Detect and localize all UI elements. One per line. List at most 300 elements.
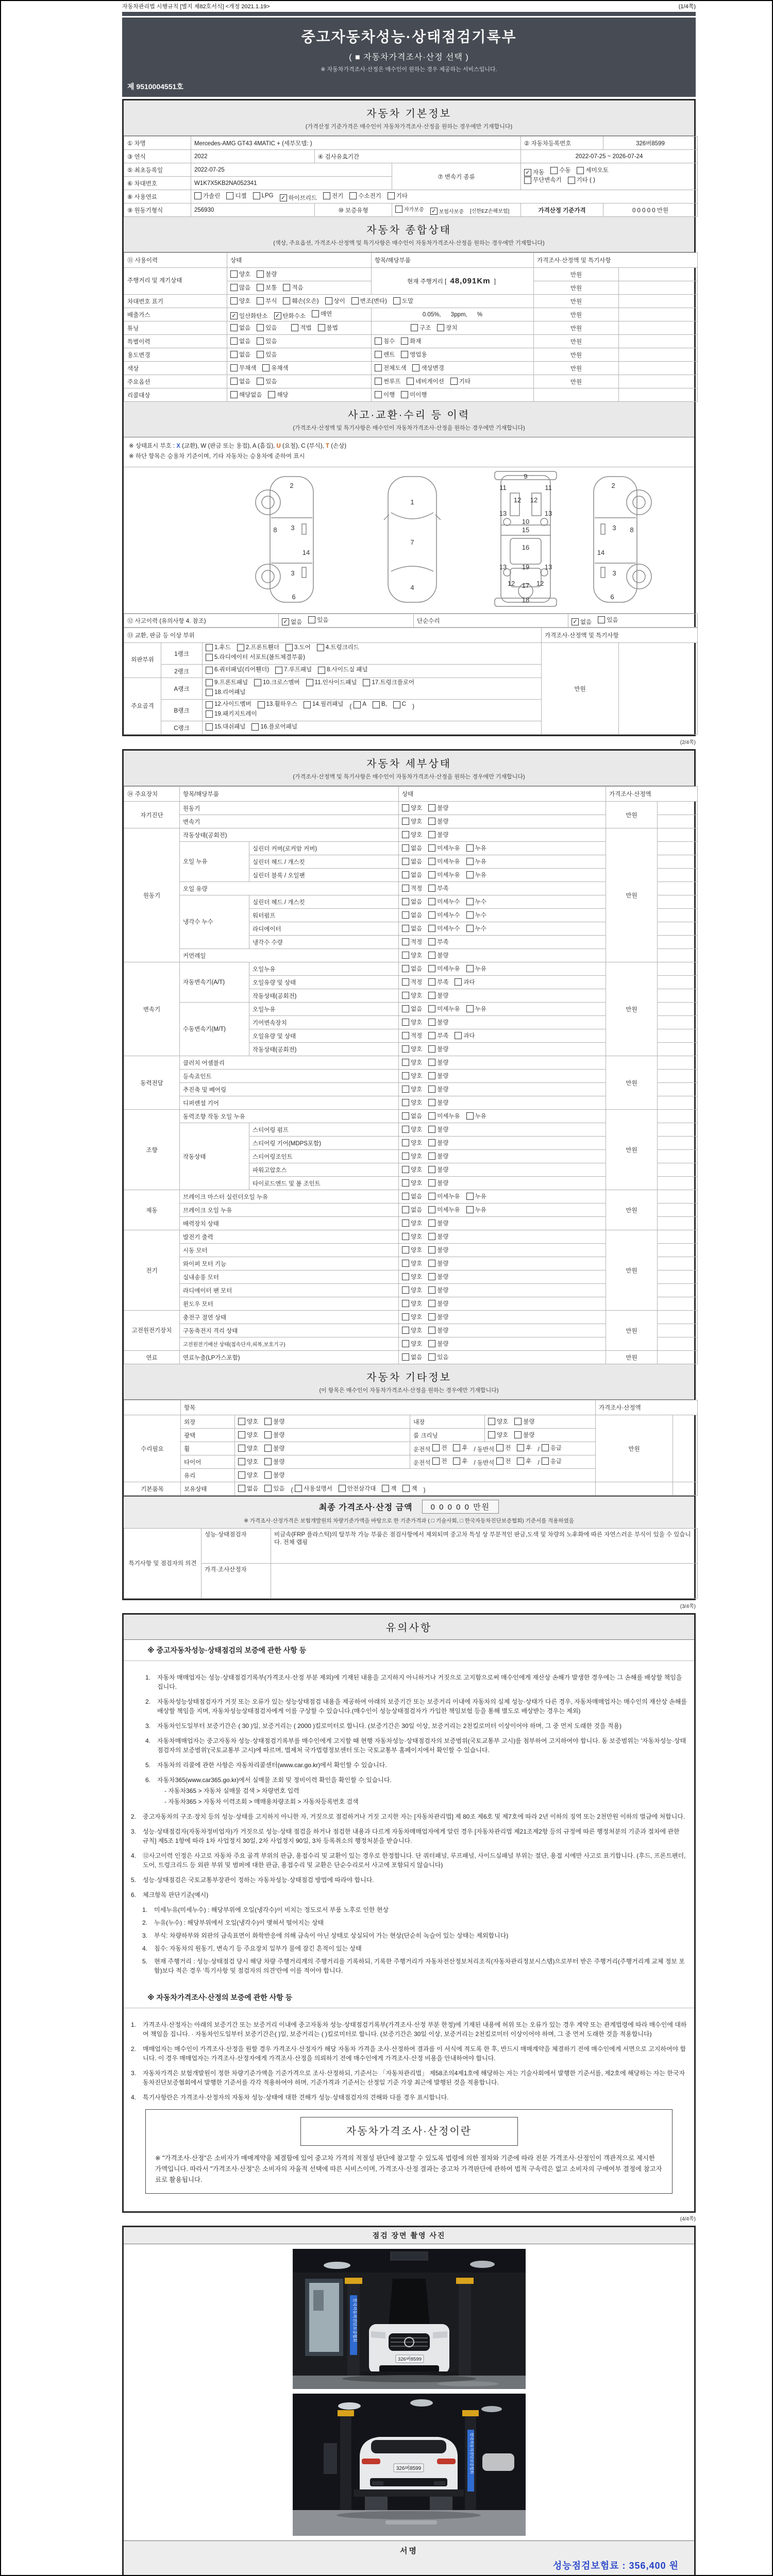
checkbox-option[interactable] bbox=[428, 1313, 448, 1321]
checkbox-option[interactable] bbox=[428, 897, 460, 906]
checkbox[interactable] bbox=[428, 844, 435, 852]
checkbox[interactable] bbox=[428, 1099, 435, 1106]
checkbox[interactable] bbox=[230, 284, 238, 291]
checkbox-option[interactable] bbox=[402, 1179, 422, 1187]
checkbox-option[interactable] bbox=[402, 831, 422, 839]
checkbox-option[interactable] bbox=[402, 1005, 422, 1013]
checkbox[interactable] bbox=[351, 297, 359, 304]
checkbox-option[interactable] bbox=[428, 871, 460, 879]
checkbox[interactable] bbox=[402, 1153, 409, 1160]
checkbox[interactable] bbox=[402, 1126, 409, 1133]
checkbox-option[interactable] bbox=[402, 1192, 422, 1200]
checkbox-option[interactable] bbox=[402, 1085, 422, 1093]
checkbox[interactable] bbox=[428, 1139, 435, 1146]
checkbox-option[interactable] bbox=[437, 324, 457, 332]
checkbox[interactable] bbox=[402, 831, 409, 838]
checkbox[interactable] bbox=[542, 1458, 549, 1465]
checkbox[interactable] bbox=[428, 938, 435, 945]
checkbox-option[interactable] bbox=[402, 1031, 422, 1040]
checkbox-option[interactable] bbox=[238, 1431, 258, 1439]
checkbox-option[interactable] bbox=[274, 312, 306, 320]
checkbox-option[interactable] bbox=[407, 377, 444, 385]
checkbox[interactable] bbox=[206, 710, 213, 718]
checkbox-option[interactable] bbox=[402, 1219, 422, 1227]
checkbox-option[interactable] bbox=[402, 1165, 422, 1174]
checkbox[interactable] bbox=[339, 1485, 346, 1492]
checkbox[interactable] bbox=[517, 1458, 524, 1465]
checkbox-option[interactable] bbox=[402, 804, 422, 812]
checkbox[interactable] bbox=[455, 978, 462, 986]
checkbox[interactable] bbox=[437, 324, 444, 331]
checkbox-option[interactable] bbox=[312, 310, 332, 318]
checkbox-option[interactable] bbox=[428, 1152, 448, 1160]
checkbox[interactable] bbox=[237, 644, 244, 651]
checkbox-option[interactable] bbox=[402, 978, 422, 986]
checkbox[interactable] bbox=[402, 1032, 409, 1039]
checkbox-option[interactable] bbox=[430, 207, 464, 215]
checkbox-option[interactable] bbox=[432, 1444, 447, 1452]
checkbox-option[interactable] bbox=[238, 1471, 258, 1479]
checkbox[interactable] bbox=[257, 284, 264, 291]
checkbox[interactable] bbox=[194, 192, 201, 199]
checkbox[interactable] bbox=[407, 378, 414, 385]
checkbox[interactable] bbox=[238, 1471, 245, 1479]
checkbox[interactable] bbox=[488, 1431, 495, 1438]
checkbox[interactable] bbox=[428, 1086, 435, 1093]
checkbox-option[interactable] bbox=[264, 1431, 284, 1439]
checkbox-option[interactable] bbox=[428, 817, 448, 825]
checkbox-option[interactable] bbox=[318, 324, 338, 332]
checkbox-option[interactable] bbox=[402, 844, 422, 852]
checkbox[interactable] bbox=[312, 310, 319, 317]
checkbox[interactable] bbox=[323, 192, 330, 199]
checkbox[interactable] bbox=[257, 337, 264, 345]
checkbox-option[interactable] bbox=[264, 1458, 284, 1466]
checkbox[interactable] bbox=[428, 911, 435, 919]
checkbox-option[interactable] bbox=[206, 723, 245, 731]
checkbox[interactable] bbox=[402, 1206, 409, 1213]
checkbox[interactable] bbox=[428, 925, 435, 932]
checkbox-option[interactable] bbox=[411, 324, 431, 332]
checkbox-option[interactable] bbox=[524, 177, 562, 184]
checkbox[interactable] bbox=[375, 337, 382, 345]
checkbox[interactable] bbox=[466, 871, 474, 878]
checkbox-option[interactable] bbox=[402, 1058, 422, 1066]
checkbox-option[interactable] bbox=[453, 1457, 467, 1465]
checkbox-option[interactable] bbox=[402, 1206, 422, 1214]
checkbox-option[interactable] bbox=[226, 192, 246, 200]
checkbox[interactable] bbox=[402, 844, 409, 852]
checkbox-option[interactable] bbox=[402, 1045, 422, 1053]
checkbox[interactable] bbox=[402, 804, 409, 811]
checkbox-option[interactable] bbox=[428, 1125, 448, 1133]
checkbox[interactable] bbox=[402, 1340, 409, 1347]
checkbox-option[interactable] bbox=[257, 283, 277, 292]
checkbox-option[interactable] bbox=[428, 884, 448, 892]
checkbox[interactable] bbox=[466, 1005, 474, 1012]
checkbox-option[interactable] bbox=[402, 938, 422, 946]
checkbox-option[interactable] bbox=[428, 1326, 448, 1334]
checkbox-option[interactable] bbox=[402, 1353, 422, 1361]
checkbox-option[interactable] bbox=[230, 312, 268, 320]
checkbox-option[interactable] bbox=[466, 924, 486, 933]
checkbox[interactable] bbox=[402, 1327, 409, 1334]
checkbox[interactable] bbox=[432, 1444, 440, 1451]
checkbox[interactable] bbox=[402, 1179, 409, 1187]
checkbox-option[interactable] bbox=[339, 1484, 376, 1493]
checkbox[interactable] bbox=[254, 679, 261, 686]
checkbox[interactable] bbox=[402, 1005, 409, 1012]
checkbox[interactable] bbox=[428, 818, 435, 825]
checkbox[interactable] bbox=[393, 701, 400, 708]
checkbox[interactable] bbox=[428, 1300, 435, 1307]
checkbox[interactable] bbox=[402, 952, 409, 959]
checkbox[interactable] bbox=[373, 701, 380, 708]
checkbox-option[interactable] bbox=[238, 1444, 258, 1452]
checkbox[interactable] bbox=[230, 351, 238, 358]
checkbox[interactable] bbox=[230, 378, 238, 385]
checkbox[interactable] bbox=[517, 1444, 524, 1451]
checkbox-option[interactable] bbox=[542, 1444, 562, 1452]
checkbox[interactable] bbox=[428, 1273, 435, 1280]
checkbox-option[interactable] bbox=[254, 679, 300, 686]
checkbox-option[interactable] bbox=[257, 350, 277, 359]
checkbox[interactable]: ✓ bbox=[524, 169, 531, 176]
checkbox[interactable] bbox=[402, 1485, 410, 1492]
checkbox-option[interactable] bbox=[230, 270, 250, 278]
checkbox[interactable] bbox=[257, 270, 264, 278]
checkbox[interactable] bbox=[428, 1126, 435, 1133]
checkbox-option[interactable] bbox=[402, 1326, 422, 1334]
checkbox[interactable] bbox=[466, 1112, 474, 1120]
checkbox[interactable] bbox=[402, 1166, 409, 1173]
checkbox-option[interactable] bbox=[257, 297, 277, 305]
checkbox[interactable] bbox=[238, 1458, 245, 1465]
checkbox-option[interactable] bbox=[230, 364, 256, 372]
checkbox-option[interactable] bbox=[466, 844, 486, 852]
checkbox[interactable] bbox=[466, 1206, 474, 1213]
checkbox-option[interactable] bbox=[402, 1232, 422, 1241]
checkbox[interactable] bbox=[402, 911, 409, 919]
checkbox[interactable] bbox=[402, 1300, 409, 1307]
checkbox[interactable] bbox=[455, 1032, 462, 1039]
checkbox[interactable] bbox=[428, 885, 435, 892]
checkbox-option[interactable] bbox=[268, 391, 288, 399]
checkbox[interactable] bbox=[428, 1166, 435, 1173]
checkbox[interactable] bbox=[402, 1059, 409, 1066]
checkbox-option[interactable] bbox=[402, 1313, 422, 1321]
checkbox[interactable] bbox=[428, 1153, 435, 1160]
checkbox[interactable] bbox=[264, 1445, 272, 1452]
checkbox-option[interactable] bbox=[262, 364, 288, 372]
checkbox-option[interactable] bbox=[466, 1112, 486, 1120]
checkbox-option[interactable] bbox=[466, 897, 486, 906]
checkbox-option[interactable] bbox=[402, 1125, 422, 1133]
checkbox[interactable] bbox=[402, 1246, 409, 1253]
checkbox-option[interactable] bbox=[432, 1457, 447, 1465]
checkbox[interactable] bbox=[401, 337, 408, 345]
checkbox[interactable] bbox=[283, 284, 290, 291]
checkbox-option[interactable] bbox=[450, 377, 470, 385]
checkbox[interactable] bbox=[411, 324, 418, 331]
checkbox[interactable] bbox=[428, 1246, 435, 1253]
checkbox-option[interactable] bbox=[402, 1139, 422, 1147]
checkbox-option[interactable] bbox=[428, 951, 448, 959]
checkbox[interactable] bbox=[206, 654, 213, 661]
checkbox-option[interactable] bbox=[488, 1417, 508, 1426]
checkbox-option[interactable] bbox=[317, 644, 359, 651]
checkbox-option[interactable] bbox=[402, 911, 422, 919]
checkbox[interactable] bbox=[275, 667, 282, 674]
checkbox-option[interactable] bbox=[568, 177, 595, 184]
checkbox[interactable] bbox=[306, 679, 313, 686]
checkbox-option[interactable] bbox=[572, 618, 592, 626]
checkbox-option[interactable] bbox=[428, 1072, 448, 1080]
checkbox[interactable] bbox=[428, 871, 435, 878]
checkbox[interactable] bbox=[317, 644, 324, 651]
checkbox-option[interactable] bbox=[258, 701, 297, 708]
checkbox[interactable] bbox=[257, 351, 264, 358]
checkbox[interactable] bbox=[428, 1206, 435, 1213]
checkbox-option[interactable] bbox=[382, 1484, 396, 1493]
checkbox-option[interactable] bbox=[402, 1259, 422, 1267]
checkbox[interactable] bbox=[428, 1005, 435, 1012]
checkbox[interactable] bbox=[325, 297, 332, 304]
checkbox-option[interactable] bbox=[206, 710, 257, 718]
checkbox-option[interactable] bbox=[428, 1246, 448, 1254]
checkbox[interactable] bbox=[230, 391, 238, 398]
checkbox[interactable] bbox=[264, 1431, 272, 1438]
checkbox-option[interactable] bbox=[514, 1431, 534, 1439]
checkbox[interactable] bbox=[375, 364, 382, 371]
checkbox-option[interactable] bbox=[264, 1484, 284, 1493]
checkbox-option[interactable] bbox=[194, 192, 220, 200]
checkbox[interactable] bbox=[253, 192, 260, 199]
checkbox[interactable] bbox=[375, 351, 382, 358]
checkbox[interactable] bbox=[258, 701, 265, 708]
checkbox[interactable] bbox=[428, 1219, 435, 1227]
checkbox[interactable] bbox=[453, 1458, 460, 1465]
checkbox-option[interactable] bbox=[275, 666, 312, 673]
checkbox[interactable] bbox=[524, 177, 531, 184]
checkbox[interactable] bbox=[428, 1072, 435, 1079]
checkbox-option[interactable] bbox=[402, 857, 422, 866]
checkbox[interactable] bbox=[466, 1193, 474, 1200]
checkbox[interactable] bbox=[412, 364, 419, 371]
checkbox-option[interactable] bbox=[283, 283, 303, 292]
checkbox-option[interactable] bbox=[428, 1353, 448, 1361]
checkbox[interactable] bbox=[428, 1327, 435, 1334]
checkbox-option[interactable] bbox=[318, 666, 367, 673]
checkbox-option[interactable] bbox=[428, 924, 460, 933]
checkbox-option[interactable] bbox=[308, 616, 328, 624]
checkbox-option[interactable] bbox=[402, 951, 422, 959]
checkbox[interactable] bbox=[466, 844, 474, 852]
checkbox-option[interactable] bbox=[428, 1299, 448, 1308]
checkbox[interactable] bbox=[349, 192, 357, 199]
checkbox-option[interactable] bbox=[373, 701, 387, 708]
checkbox[interactable] bbox=[206, 701, 213, 708]
checkbox[interactable] bbox=[257, 324, 264, 331]
checkbox-option[interactable] bbox=[428, 1018, 448, 1026]
checkbox-option[interactable] bbox=[230, 324, 250, 332]
checkbox[interactable] bbox=[230, 324, 238, 331]
checkbox[interactable] bbox=[264, 1458, 272, 1465]
checkbox[interactable] bbox=[206, 644, 213, 651]
checkbox-option[interactable] bbox=[306, 679, 357, 686]
checkbox-option[interactable] bbox=[230, 297, 250, 305]
checkbox-option[interactable] bbox=[257, 377, 277, 385]
checkbox-option[interactable] bbox=[402, 1484, 417, 1493]
checkbox[interactable] bbox=[264, 1418, 272, 1425]
checkbox[interactable] bbox=[432, 1458, 440, 1465]
checkbox-option[interactable] bbox=[395, 205, 424, 213]
checkbox[interactable] bbox=[308, 616, 315, 623]
checkbox[interactable] bbox=[257, 297, 264, 304]
checkbox-option[interactable] bbox=[283, 297, 318, 305]
checkbox[interactable] bbox=[401, 351, 408, 358]
checkbox-option[interactable] bbox=[412, 364, 444, 372]
checkbox[interactable] bbox=[401, 391, 408, 398]
checkbox[interactable]: ✓ bbox=[280, 194, 287, 201]
checkbox-option[interactable] bbox=[428, 1340, 448, 1348]
checkbox[interactable] bbox=[428, 978, 435, 986]
checkbox-option[interactable] bbox=[230, 350, 250, 359]
checkbox-option[interactable] bbox=[401, 391, 427, 399]
checkbox-option[interactable] bbox=[257, 324, 277, 332]
checkbox-option[interactable] bbox=[466, 1192, 486, 1200]
checkbox[interactable] bbox=[428, 992, 435, 999]
checkbox[interactable] bbox=[550, 167, 558, 174]
checkbox-option[interactable] bbox=[238, 1417, 258, 1426]
checkbox[interactable] bbox=[514, 1418, 522, 1425]
checkbox[interactable] bbox=[393, 297, 400, 304]
checkbox-option[interactable] bbox=[354, 701, 366, 708]
checkbox-option[interactable] bbox=[517, 1457, 531, 1465]
checkbox-option[interactable] bbox=[402, 1340, 422, 1348]
checkbox-option[interactable] bbox=[514, 1417, 534, 1426]
checkbox-option[interactable] bbox=[402, 1072, 422, 1080]
checkbox-option[interactable] bbox=[401, 350, 427, 359]
checkbox[interactable] bbox=[428, 1313, 435, 1320]
checkbox[interactable] bbox=[206, 689, 213, 696]
checkbox[interactable] bbox=[318, 324, 325, 331]
checkbox[interactable] bbox=[206, 723, 213, 731]
checkbox[interactable] bbox=[598, 616, 605, 623]
checkbox-option[interactable] bbox=[428, 1031, 448, 1040]
checkbox[interactable] bbox=[453, 1444, 460, 1451]
checkbox[interactable] bbox=[428, 804, 435, 811]
checkbox[interactable] bbox=[428, 965, 435, 972]
checkbox-option[interactable] bbox=[428, 1165, 448, 1174]
checkbox-option[interactable] bbox=[402, 1152, 422, 1160]
checkbox-option[interactable] bbox=[466, 1005, 486, 1013]
checkbox-option[interactable] bbox=[375, 364, 406, 372]
checkbox-option[interactable] bbox=[238, 1458, 258, 1466]
checkbox-option[interactable] bbox=[304, 701, 343, 708]
checkbox[interactable] bbox=[264, 1471, 272, 1479]
checkbox-option[interactable] bbox=[428, 938, 448, 946]
checkbox[interactable] bbox=[402, 1112, 409, 1120]
checkbox-option[interactable] bbox=[264, 1471, 284, 1479]
checkbox-option[interactable] bbox=[251, 723, 297, 731]
checkbox[interactable] bbox=[230, 364, 238, 371]
checkbox[interactable] bbox=[375, 378, 382, 385]
checkbox[interactable] bbox=[428, 1112, 435, 1120]
checkbox[interactable] bbox=[230, 337, 238, 345]
checkbox[interactable] bbox=[428, 1019, 435, 1026]
checkbox-option[interactable] bbox=[363, 679, 414, 686]
checkbox[interactable] bbox=[402, 885, 409, 892]
checkbox-option[interactable] bbox=[402, 1299, 422, 1308]
checkbox-option[interactable] bbox=[428, 1232, 448, 1241]
checkbox-option[interactable] bbox=[402, 964, 422, 973]
checkbox-option[interactable] bbox=[428, 1273, 448, 1281]
checkbox[interactable] bbox=[268, 391, 275, 398]
checkbox-option[interactable] bbox=[402, 924, 422, 933]
checkbox[interactable] bbox=[264, 1485, 272, 1492]
checkbox[interactable] bbox=[402, 898, 409, 905]
checkbox-option[interactable] bbox=[466, 964, 486, 973]
checkbox-option[interactable] bbox=[402, 1098, 422, 1107]
checkbox[interactable] bbox=[402, 1273, 409, 1280]
checkbox[interactable] bbox=[363, 679, 370, 686]
checkbox-option[interactable] bbox=[428, 1286, 448, 1294]
checkbox-option[interactable] bbox=[428, 1139, 448, 1147]
checkbox-option[interactable] bbox=[237, 644, 279, 651]
checkbox-option[interactable] bbox=[428, 1045, 448, 1053]
checkbox[interactable] bbox=[402, 925, 409, 932]
checkbox-option[interactable] bbox=[428, 1085, 448, 1093]
checkbox[interactable] bbox=[402, 1313, 409, 1320]
checkbox[interactable] bbox=[428, 1193, 435, 1200]
checkbox-option[interactable] bbox=[453, 1444, 467, 1452]
checkbox-option[interactable] bbox=[428, 1112, 460, 1120]
checkbox[interactable] bbox=[395, 206, 402, 213]
checkbox-option[interactable] bbox=[253, 192, 274, 199]
checkbox[interactable] bbox=[206, 667, 213, 674]
checkbox-option[interactable] bbox=[402, 884, 422, 892]
checkbox[interactable] bbox=[428, 952, 435, 959]
checkbox[interactable] bbox=[238, 1485, 245, 1492]
checkbox-option[interactable] bbox=[230, 283, 250, 292]
checkbox[interactable] bbox=[402, 1019, 409, 1026]
checkbox[interactable] bbox=[428, 831, 435, 838]
checkbox-option[interactable] bbox=[291, 324, 311, 332]
checkbox[interactable] bbox=[450, 378, 458, 385]
checkbox-option[interactable] bbox=[393, 701, 406, 708]
checkbox[interactable] bbox=[238, 1418, 245, 1425]
checkbox-option[interactable] bbox=[466, 871, 486, 879]
checkbox-option[interactable] bbox=[295, 1484, 332, 1493]
checkbox-option[interactable] bbox=[206, 701, 251, 708]
checkbox-option[interactable] bbox=[264, 1417, 284, 1426]
checkbox-option[interactable] bbox=[402, 1246, 422, 1254]
checkbox[interactable] bbox=[318, 667, 325, 674]
checkbox[interactable] bbox=[238, 1431, 245, 1438]
checkbox[interactable] bbox=[226, 192, 233, 199]
checkbox[interactable] bbox=[488, 1418, 495, 1425]
checkbox[interactable] bbox=[375, 391, 382, 398]
checkbox[interactable] bbox=[466, 898, 474, 905]
checkbox-option[interactable] bbox=[402, 1273, 422, 1281]
checkbox-option[interactable] bbox=[428, 1098, 448, 1107]
checkbox-option[interactable] bbox=[206, 666, 269, 673]
checkbox[interactable] bbox=[262, 364, 270, 371]
checkbox-option[interactable] bbox=[349, 192, 381, 200]
checkbox-option[interactable] bbox=[238, 1484, 258, 1493]
checkbox[interactable] bbox=[496, 1458, 503, 1465]
